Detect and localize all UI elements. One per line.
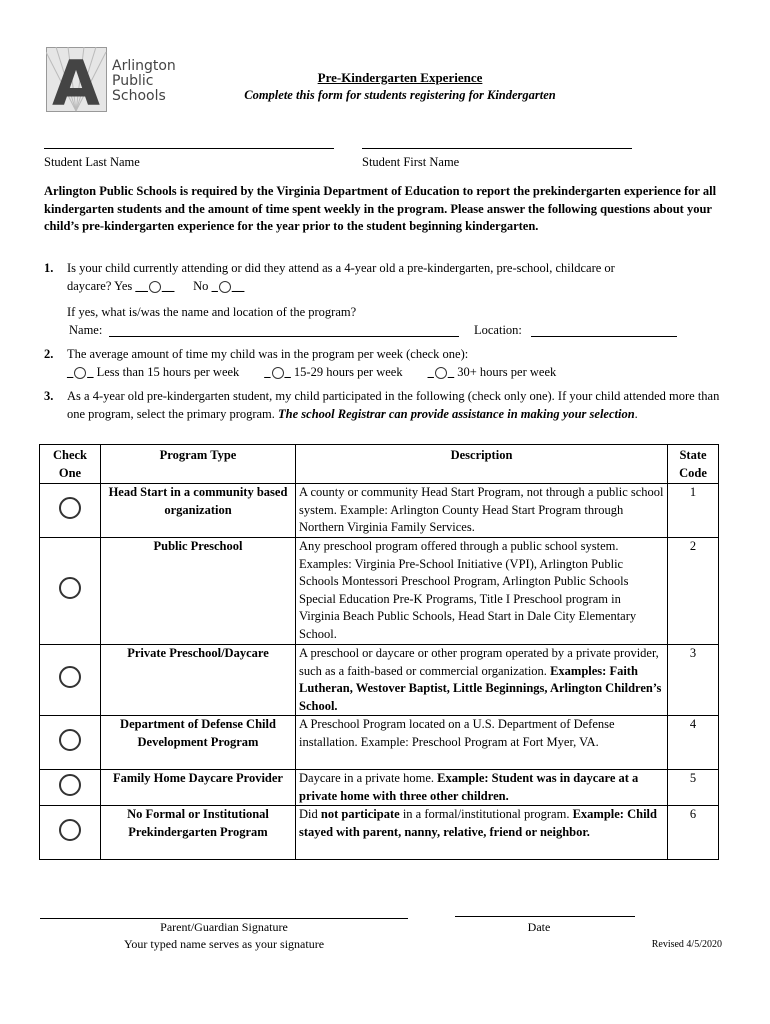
program-description: Daycare in a private home. Example: Student was in daycare at a private home with three other children. <box>296 770 668 806</box>
program-1-radio[interactable] <box>59 497 81 519</box>
table-row <box>40 645 719 716</box>
state-code: 6 <box>668 806 719 860</box>
q1-no-label: No <box>193 278 209 293</box>
q3-number: 3. <box>44 389 54 403</box>
q1-text2: daycare? <box>67 278 112 293</box>
q1-no-radio[interactable] <box>219 281 231 293</box>
intro-paragraph: Arlington Public Schools is required by the Virginia Department of Education to report the prekindergarten experience for all kindergarten students and the amount of time spent weekly in the program. Please answer the following questions about your child’s pre-kindergarten experience for the year prior to the student beginning kindergarten. <box>44 184 717 233</box>
program-3-radio[interactable] <box>59 666 81 688</box>
program-type: Family Home Daycare Provider <box>101 770 296 806</box>
aps-logo <box>46 47 181 112</box>
q1-location-field[interactable] <box>531 336 677 337</box>
table-row <box>40 806 719 860</box>
program-description: A preschool or daycare or other program operated by a private provider, such as a faith-based or commercial organization. Examples: Faith Lutheran, Westover Baptist, Little Beginnings, Arlington Children’s School. <box>296 645 668 716</box>
q3-text: As a 4-year old pre-kindergarten student, my child participated in the following (check only one). If your child attended more than one program, select the primary program. <box>67 389 720 421</box>
q3-emphasis: The school Registrar can provide assistance in making your selection <box>278 406 635 421</box>
q1-name-label: Name: <box>69 322 103 337</box>
first-name-field[interactable] <box>362 148 632 149</box>
program-description: A county or community Head Start Program, not through a public school system. Example: Arlington County Head Start Program through Northern Virginia Family Services. <box>296 484 668 538</box>
last-name-field[interactable] <box>44 148 334 149</box>
table-header-row <box>40 445 719 484</box>
q2-option-1-radio[interactable] <box>74 367 86 379</box>
state-code: 4 <box>668 716 719 770</box>
table-row <box>40 716 719 770</box>
q1-follow: If yes, what is/was the name and location of the program? <box>67 305 357 319</box>
q2-option-3: 30+ hours per week <box>457 364 557 379</box>
q1-text: Is your child currently attending or did they attend as a 4-year old a pre-kindergarten, pre-school, childcare or <box>67 261 615 275</box>
form-title: Pre-Kindergarten Experience <box>317 70 483 85</box>
logo-letter: A <box>52 47 100 112</box>
q2-option-1: Less than 15 hours per week <box>96 364 240 379</box>
q1-yes-radio[interactable] <box>149 281 161 293</box>
table-row <box>40 770 719 806</box>
header-program-type: Program Type <box>101 445 296 484</box>
q1-name-field[interactable] <box>109 336 459 337</box>
question-3: 3. As a 4-year old pre-kindergarten student, my child participated in the following (check only one). If your child attended more than one program, select the primary program. The school Registrar can provide assistance in making your selection. <box>44 389 720 421</box>
program-6-radio[interactable] <box>59 819 81 841</box>
state-code: 3 <box>668 645 719 716</box>
program-type: Department of Defense Child Development Program <box>101 716 296 770</box>
program-type: Private Preschool/Daycare <box>101 645 296 716</box>
signature-note: Your typed name serves as your signature <box>123 937 325 951</box>
q1-number: 1. <box>44 261 54 275</box>
program-table <box>39 444 719 860</box>
q2-option-2: 15-29 hours per week <box>293 364 403 379</box>
q2-option-2-radio[interactable] <box>272 367 284 379</box>
program-description: Did not participate in a formal/institutional program. Example: Child stayed with parent, nanny, relative, friend or neighbor. <box>296 806 668 860</box>
revised-date: Revised 4/5/2020 <box>651 939 722 950</box>
header-state-code: State Code <box>668 445 719 484</box>
table-row <box>40 538 719 645</box>
q1-yes-label: Yes <box>114 278 133 293</box>
q1-location-label: Location: <box>474 322 522 337</box>
program-description: Any preschool program offered through a public school system. Examples: Virginia Pre-School Initiative (VPI), Arlington Public Schools Montessori Preschool Program, Arlington Public Schools Special Education Pre-K Programs, Title I Preschool program in Virginia Beach Public Schools, Head Start in Dale City Elementary School. <box>296 538 668 645</box>
program-2-radio[interactable] <box>59 577 81 599</box>
question-2: 2. The average amount of time my child was in the program per week (check one): _ _ Less than 15 hours per week _ _ 15-29 hours per week _ _ 30+ hours per week <box>44 346 720 381</box>
date-label: Date <box>527 920 551 934</box>
state-code: 2 <box>668 538 719 645</box>
program-4-radio[interactable] <box>59 729 81 751</box>
q2-number: 2. <box>44 347 54 361</box>
form-subtitle: Complete this form for students registering for Kindergarten <box>244 88 556 102</box>
table-row <box>40 484 719 538</box>
program-5-radio[interactable] <box>59 774 81 796</box>
signature-field[interactable] <box>40 918 408 919</box>
first-name-label: Student First Name <box>362 155 460 169</box>
q2-option-3-radio[interactable] <box>435 367 447 379</box>
last-name-label: Student Last Name <box>44 155 140 169</box>
date-field[interactable] <box>455 916 635 917</box>
state-code: 1 <box>668 484 719 538</box>
state-code: 5 <box>668 770 719 806</box>
header-check: Check One <box>40 445 101 484</box>
q2-text: The average amount of time my child was in the program per week (check one): <box>67 347 469 361</box>
logo-wordmark: Arlington Public Schools <box>112 58 176 104</box>
program-type: No Formal or Institutional Prekindergarten Program <box>101 806 296 860</box>
program-description: A Preschool Program located on a U.S. Department of Defense installation. Example: Preschool Program at Fort Myer, VA. <box>296 716 668 770</box>
program-type: Head Start in a community based organization <box>101 484 296 538</box>
question-1: 1. Is your child currently attending or did they attend as a 4-year old a pre-kindergarten, pre-school, childcare or daycare? Yes __ __ No _ __ If yes, what is/was the name and location of the program? Name: Location: <box>44 260 720 340</box>
header-description: Description <box>296 445 668 484</box>
signature-label: Parent/Guardian Signature <box>160 920 288 934</box>
program-type: Public Preschool <box>101 538 296 645</box>
